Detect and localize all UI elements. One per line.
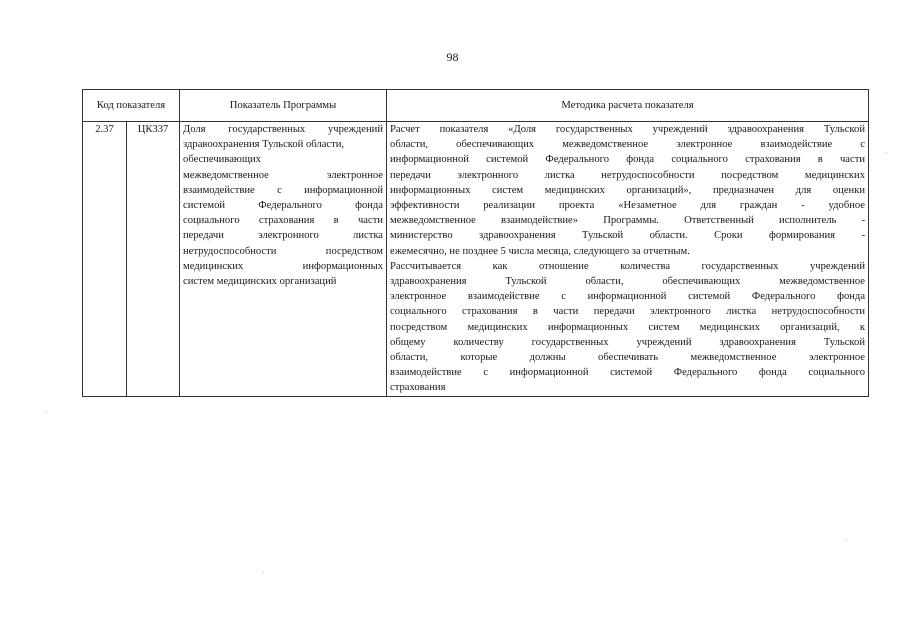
method-line: министерство здравоохранения Тульской области. Сроки формирования - (390, 230, 866, 242)
indicator-name-cell (180, 122, 387, 397)
header-calculation-method: Методика расчета показателя (387, 90, 869, 122)
row-number: 2.37 (83, 122, 127, 397)
indicator-name-line: нетрудоспособности посредством (183, 245, 384, 257)
method-line: здравоохранения Тульской области, обеспечивающих межведомственное (390, 276, 866, 288)
calculation-method-cell (387, 122, 869, 397)
method-line: социального страхования в части передачи электронного листка нетрудоспособности (390, 306, 866, 318)
page-number: 98 (446, 50, 459, 64)
header-program-indicator: Показатель Программы (180, 90, 387, 122)
table-row (83, 122, 869, 397)
method-line: общему количеству государственных учреждений здравоохранения Тульской (390, 336, 866, 348)
table-header-row (83, 90, 869, 122)
indicator-name-line: Доля государственных учреждений (183, 124, 384, 135)
method-line: Рассчитывается как отношение количества государственных учреждений (390, 260, 866, 272)
method-line: межведомственное взаимодействие» Программы. Ответственный исполнитель - (390, 215, 866, 227)
scan-speck (886, 152, 887, 153)
scan-speck (846, 540, 847, 541)
indicator-table (82, 89, 869, 397)
indicator-name-line: здравоохранения Тульской области, (183, 139, 345, 151)
method-line: посредством медицинских информационных систем медицинских организаций, к (390, 321, 866, 333)
row-code: ЦК337 (127, 122, 180, 397)
method-line: электронное взаимодействие с информационной системой Федерального фонда (390, 291, 866, 303)
method-line: Расчет показателя «Доля государственных учреждений здравоохранения Тульской (390, 124, 866, 135)
indicator-name-line: систем медицинских организаций (183, 276, 337, 288)
indicator-name-line: социального страхования в части (183, 215, 384, 227)
method-line: взаимодействие с информационной системой Федерального фонда социального (390, 367, 866, 379)
scan-speck (46, 411, 47, 412)
method-line: страхования (390, 382, 446, 394)
scan-speck (263, 572, 264, 573)
method-line: информационных систем медицинских организаций», предназначен для оценки (390, 184, 866, 196)
indicator-name-line: межведомственное электронное (183, 169, 384, 181)
method-line: эффективности реализации проекта «Незаметное для граждан - удобное (390, 200, 866, 212)
method-line: области, обеспечивающих межведомственное электронное взаимодействие с (390, 139, 866, 151)
method-line: ежемесячно, не позднее 5 числа месяца, следующего за отчетным. (390, 245, 690, 257)
method-line: информационной системой Федерального фонда социального страхования в части (390, 154, 866, 166)
method-line: передачи электронного листка нетрудоспособности посредством медицинских (390, 169, 866, 181)
indicator-name-line: обеспечивающих (183, 154, 261, 166)
header-indicator-code: Код показателя (83, 90, 180, 122)
indicator-name-line: передачи электронного листка (183, 230, 384, 242)
method-line: области, которые должны обеспечивать межведомственное электронное (390, 352, 866, 364)
indicator-name-line: системой Федерального фонда (183, 200, 384, 212)
indicator-name-line: медицинских информационных (183, 260, 384, 272)
indicator-name-line: взаимодействие с информационной (183, 184, 384, 196)
